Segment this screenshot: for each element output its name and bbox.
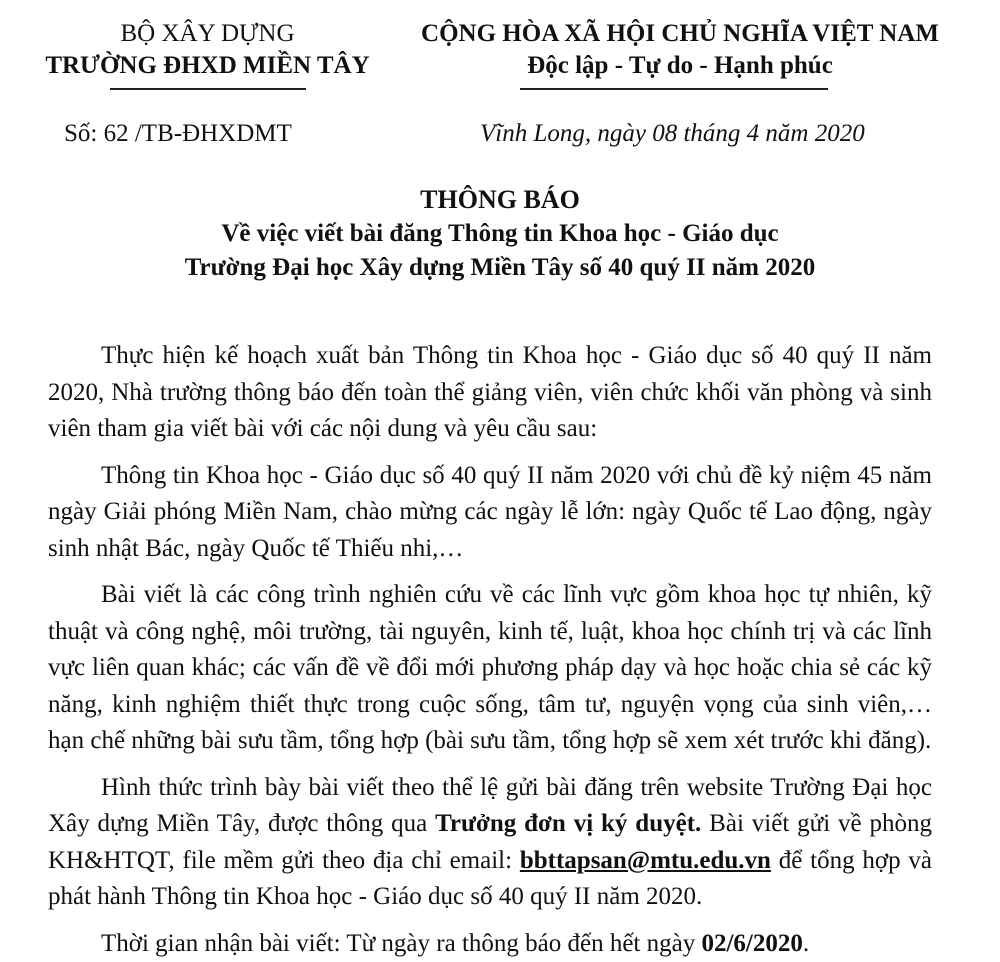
school-name: TRƯỜNG ĐHXD MIỀN TÂY	[25, 50, 390, 82]
subtitle-line-2: Trường Đại học Xây dựng Miền Tây số 40 quý II năm 2020	[0, 251, 1000, 285]
issuing-organization	[25, 18, 390, 82]
paragraph-introduction: Thực hiện kế hoạch xuất bản Thông tin Khoa học - Giáo dục số 40 quý II năm 2020, Nhà trường thông báo đến toàn thể giảng viên, viên chức khối văn phòng và sinh viên tham gia viết bài với các nội dung và yêu cầu sau:	[48, 338, 932, 448]
national-heading	[405, 18, 955, 82]
deadline-period: .	[803, 930, 809, 957]
nation-name: CỘNG HÒA XÃ HỘI CHỦ NGHĨA VIỆT NAM	[405, 18, 955, 50]
submission-text-2: Bài viết gửi về phòng KH&HTQT, file mềm gửi theo địa chỉ email:	[48, 810, 932, 874]
document-title: THÔNG BÁO	[0, 183, 1000, 217]
paragraph-theme: Thông tin Khoa học - Giáo dục số 40 quý II năm 2020 với chủ đề kỷ niệm 45 năm ngày Giải phóng Miền Nam, chào mừng các ngày lễ lớn: ngày Quốc tế Lao động, ngày sinh nhật Bác, ngày Quốc tế Thiếu nhi,…	[48, 458, 932, 568]
approval-requirement: Trưởng đơn vị ký duyệt.	[435, 810, 701, 837]
deadline-date: 02/6/2020	[701, 930, 802, 957]
document-number: Số: 62 /TB-ĐHXDMT	[64, 118, 292, 150]
paragraph-content-scope: Bài viết là các công trình nghiên cứu về các lĩnh vực gồm khoa học tự nhiên, kỹ thuật và công nghệ, môi trường, tài nguyên, kinh tế, luật, khoa học chính trị và các lĩnh vực liên quan khác; các vấn đề về đổi mới phương pháp dạy và học hoặc chia sẻ các kỹ năng, kinh nghiệm thiết thực trong cuộc sống, tâm tư, nguyện vọng của sinh viên,… hạn chế những bài sưu tầm, tổng hợp (bài sưu tầm, tổng hợp sẽ xem xét trước khi đăng).	[48, 577, 932, 760]
email-link[interactable]: bbttapsan@mtu.edu.vn	[520, 847, 771, 874]
organization-underline	[110, 88, 306, 90]
document-header	[0, 18, 1000, 98]
submission-text-3: để tổng hợp và phát hành Thông tin Khoa học - Giáo dục số 40 quý II năm 2020.	[48, 847, 932, 911]
document-date: Vĩnh Long, ngày 08 tháng 4 năm 2020	[480, 118, 865, 150]
national-motto: Độc lập - Tự do - Hạnh phúc	[405, 50, 955, 82]
ministry-name: BỘ XÂY DỰNG	[25, 18, 390, 50]
title-block	[0, 183, 1000, 285]
paragraph-submission	[48, 770, 932, 916]
subtitle-line-1: Về việc viết bài đăng Thông tin Khoa học - Giáo dục	[0, 217, 1000, 251]
deadline-text: Thời gian nhận bài viết: Từ ngày ra thông báo đến hết ngày	[101, 930, 701, 957]
motto-underline	[520, 88, 828, 90]
document-body	[48, 338, 932, 962]
submission-text-1: Hình thức trình bày bài viết theo thể lệ gửi bài đăng trên website Trường Đại học Xây dựng Miền Tây, được thông qua	[48, 774, 932, 838]
